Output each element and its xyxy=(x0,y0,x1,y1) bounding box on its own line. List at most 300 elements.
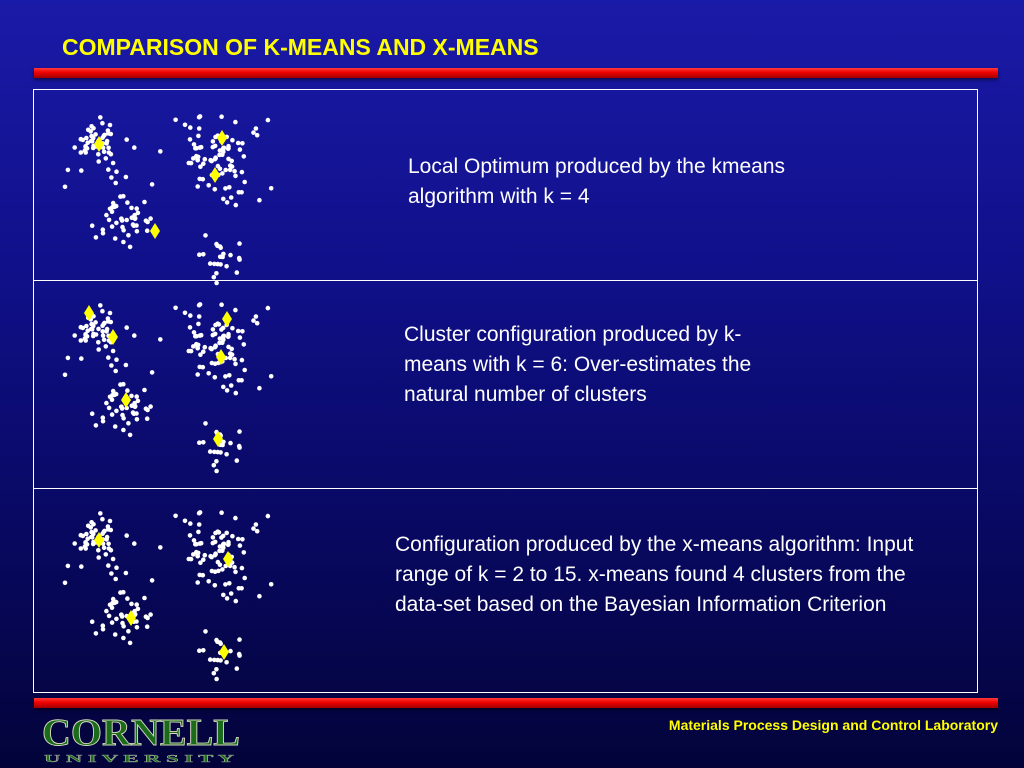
data-point xyxy=(237,190,242,195)
data-point xyxy=(90,619,95,624)
data-point xyxy=(213,344,218,349)
data-point xyxy=(198,145,203,150)
data-point xyxy=(144,614,149,619)
data-point xyxy=(88,525,93,530)
data-point xyxy=(251,526,256,531)
data-point xyxy=(211,535,216,540)
data-point xyxy=(109,571,114,576)
data-point xyxy=(213,375,218,380)
data-point xyxy=(232,357,237,362)
data-point xyxy=(225,596,230,601)
data-point xyxy=(158,149,163,154)
data-point xyxy=(110,620,115,625)
data-point xyxy=(236,141,241,146)
data-point xyxy=(145,416,150,421)
data-point xyxy=(197,365,202,370)
data-point xyxy=(254,314,259,319)
data-point xyxy=(128,641,133,646)
data-point xyxy=(98,303,103,308)
data-point xyxy=(240,170,245,175)
data-point xyxy=(124,175,129,180)
data-point xyxy=(218,658,223,663)
data-point xyxy=(215,529,220,534)
data-point xyxy=(150,182,155,187)
data-point xyxy=(216,560,221,565)
data-point xyxy=(114,357,119,362)
data-point xyxy=(221,593,226,598)
data-point xyxy=(100,121,105,126)
data-point xyxy=(233,570,238,575)
data-point xyxy=(233,362,238,367)
data-point xyxy=(214,677,219,682)
data-point xyxy=(228,441,233,446)
data-point xyxy=(113,181,118,186)
data-point xyxy=(198,114,203,119)
data-point xyxy=(106,167,111,172)
data-point xyxy=(237,586,242,591)
data-point xyxy=(94,423,99,428)
cornell-logo xyxy=(40,710,250,766)
data-point xyxy=(234,599,239,604)
data-point xyxy=(236,537,241,542)
data-point xyxy=(119,216,124,221)
data-point xyxy=(107,406,112,411)
data-point xyxy=(215,321,220,326)
data-point xyxy=(266,118,271,123)
data-point xyxy=(237,378,242,383)
data-point xyxy=(100,309,105,314)
data-point xyxy=(113,369,118,374)
data-point xyxy=(225,388,230,393)
data-point xyxy=(214,271,219,276)
data-point xyxy=(173,306,178,311)
data-point xyxy=(220,567,225,572)
data-point xyxy=(134,411,139,416)
data-point xyxy=(96,159,101,164)
logo-subtitle: U N I V E R S I T Y xyxy=(44,753,235,765)
data-point xyxy=(148,404,153,409)
data-point xyxy=(212,671,217,676)
data-point xyxy=(188,521,193,526)
centroid-marker xyxy=(150,223,160,239)
data-point xyxy=(150,370,155,375)
data-point xyxy=(96,555,101,560)
data-point xyxy=(183,311,188,316)
data-point xyxy=(120,413,125,418)
data-point xyxy=(203,421,208,426)
data-point xyxy=(192,538,197,543)
data-point xyxy=(114,169,119,174)
data-point xyxy=(101,231,106,236)
data-point xyxy=(213,552,218,557)
data-point xyxy=(144,406,149,411)
data-point xyxy=(242,576,247,581)
data-point xyxy=(213,332,218,337)
data-point xyxy=(230,534,235,539)
data-point xyxy=(104,552,109,557)
data-point xyxy=(229,195,234,200)
data-point xyxy=(209,347,214,352)
data-point xyxy=(214,638,219,643)
data-point xyxy=(124,571,129,576)
data-point xyxy=(183,519,188,524)
data-point xyxy=(214,281,219,286)
data-point xyxy=(108,311,113,316)
data-point xyxy=(193,542,198,547)
data-point xyxy=(203,629,208,634)
data-point xyxy=(145,228,150,233)
data-point xyxy=(208,657,213,662)
data-point xyxy=(89,530,94,535)
data-point xyxy=(214,667,219,672)
data-point xyxy=(135,417,140,422)
data-point xyxy=(195,184,200,189)
data-point xyxy=(227,581,232,586)
data-point xyxy=(107,546,112,551)
data-point xyxy=(113,577,118,582)
data-point xyxy=(240,358,245,363)
data-point xyxy=(187,349,192,354)
data-point xyxy=(238,147,243,152)
data-point xyxy=(220,171,225,176)
data-point xyxy=(195,580,200,585)
data-point xyxy=(124,325,129,330)
data-point xyxy=(104,141,109,146)
data-point xyxy=(242,368,247,373)
data-point xyxy=(79,533,84,538)
data-point xyxy=(235,458,240,463)
data-point xyxy=(148,612,153,617)
data-point xyxy=(257,198,262,203)
data-point xyxy=(121,240,126,245)
data-point xyxy=(91,334,96,339)
data-point xyxy=(106,319,111,324)
data-point xyxy=(242,342,247,347)
data-point xyxy=(142,200,147,205)
data-point xyxy=(223,168,228,173)
data-point xyxy=(233,174,238,179)
data-point xyxy=(269,582,274,587)
data-point xyxy=(101,627,106,632)
data-point xyxy=(237,241,242,246)
data-point xyxy=(124,533,129,538)
data-point xyxy=(132,145,137,150)
data-point xyxy=(221,543,226,548)
data-point xyxy=(237,257,242,262)
data-point xyxy=(144,218,149,223)
data-point xyxy=(198,560,203,565)
data-point xyxy=(145,624,150,629)
panel-description-k4: Local Optimum produced by the kmeans algorithm with k = 4 xyxy=(408,155,786,208)
data-point xyxy=(98,511,103,516)
data-point xyxy=(223,374,228,379)
data-point xyxy=(197,573,202,578)
data-point xyxy=(101,333,106,338)
data-point xyxy=(110,224,115,229)
data-point xyxy=(106,563,111,568)
data-point xyxy=(113,236,118,241)
data-point xyxy=(197,648,202,653)
data-point xyxy=(193,334,198,339)
data-point xyxy=(269,374,274,379)
data-point xyxy=(221,147,226,152)
data-point xyxy=(221,335,226,340)
data-point xyxy=(198,541,203,546)
data-point xyxy=(114,600,119,605)
data-point xyxy=(114,204,119,209)
data-point xyxy=(233,516,238,521)
data-point xyxy=(232,169,237,174)
data-point xyxy=(126,233,131,238)
data-point xyxy=(104,344,109,349)
slide-title: COMPARISON OF K-MEANS AND X-MEANS xyxy=(62,34,539,60)
data-point xyxy=(196,322,201,327)
logo-wordmark: CORNELL xyxy=(42,712,240,754)
data-point xyxy=(89,124,94,129)
data-point xyxy=(266,514,271,519)
data-point xyxy=(188,125,193,130)
data-point xyxy=(240,141,245,146)
data-point xyxy=(129,206,134,211)
data-point xyxy=(197,440,202,445)
data-point xyxy=(201,648,206,653)
data-point xyxy=(218,450,223,455)
data-point xyxy=(121,590,126,595)
data-point xyxy=(135,229,140,234)
data-point xyxy=(221,534,226,539)
data-point xyxy=(192,330,197,335)
data-point xyxy=(96,548,101,553)
data-point xyxy=(188,325,193,330)
data-point xyxy=(136,399,141,404)
data-point xyxy=(208,261,213,266)
data-point xyxy=(83,336,88,341)
data-point xyxy=(203,233,208,238)
data-point xyxy=(109,363,114,368)
data-point xyxy=(242,154,247,159)
data-point xyxy=(102,150,107,155)
data-point xyxy=(111,557,116,562)
data-point xyxy=(230,138,235,143)
data-point xyxy=(106,542,111,547)
centroid-marker xyxy=(222,311,232,327)
data-point xyxy=(226,147,231,152)
data-point xyxy=(213,144,218,149)
data-point xyxy=(201,440,206,445)
data-point xyxy=(102,546,107,551)
data-point xyxy=(121,428,126,433)
data-point xyxy=(132,541,137,546)
data-point xyxy=(109,175,114,180)
data-point xyxy=(257,386,262,391)
data-point xyxy=(113,424,118,429)
data-point xyxy=(192,142,197,147)
data-point xyxy=(203,553,208,558)
data-point xyxy=(173,118,178,123)
data-point xyxy=(229,591,234,596)
data-point xyxy=(104,329,109,334)
data-point xyxy=(188,137,193,142)
data-point xyxy=(197,177,202,182)
data-point xyxy=(197,522,202,527)
data-point xyxy=(130,403,135,408)
data-point xyxy=(125,388,130,393)
data-point xyxy=(217,549,222,554)
data-point xyxy=(104,537,109,542)
data-point xyxy=(102,338,107,343)
data-point xyxy=(104,156,109,161)
data-point xyxy=(128,245,133,250)
data-point xyxy=(96,327,101,332)
data-point xyxy=(242,180,247,185)
data-point xyxy=(224,452,229,457)
data-point xyxy=(130,215,135,220)
data-point xyxy=(197,314,202,319)
data-point xyxy=(173,514,178,519)
data-point xyxy=(213,156,218,161)
data-point xyxy=(254,522,259,527)
data-point xyxy=(120,621,125,626)
data-point xyxy=(114,565,119,570)
data-point xyxy=(119,612,124,617)
data-point xyxy=(195,346,200,351)
data-point xyxy=(114,409,119,414)
data-point xyxy=(266,306,271,311)
data-point xyxy=(198,333,203,338)
data-point xyxy=(114,221,119,226)
data-point xyxy=(237,429,242,434)
data-point xyxy=(224,660,229,665)
data-point xyxy=(188,313,193,318)
data-point xyxy=(63,185,68,190)
data-point xyxy=(187,557,192,562)
data-point xyxy=(206,371,211,376)
data-point xyxy=(90,223,95,228)
data-point xyxy=(198,302,203,307)
data-point xyxy=(223,582,228,587)
data-point xyxy=(183,123,188,128)
data-point xyxy=(196,134,201,139)
data-point xyxy=(91,542,96,547)
data-point xyxy=(228,649,233,654)
data-point xyxy=(66,168,71,173)
data-point xyxy=(108,123,113,128)
data-point xyxy=(237,653,242,658)
data-point xyxy=(83,544,88,549)
data-point xyxy=(221,326,226,331)
data-point xyxy=(107,218,112,223)
data-point xyxy=(229,383,234,388)
data-point xyxy=(79,356,84,361)
data-point xyxy=(223,186,228,191)
data-point xyxy=(235,270,240,275)
data-point xyxy=(91,146,96,151)
data-point xyxy=(187,161,192,166)
data-point xyxy=(79,168,84,173)
centroid-marker xyxy=(219,644,229,660)
data-point xyxy=(234,203,239,208)
data-point xyxy=(219,302,224,307)
data-point xyxy=(125,200,130,205)
data-point xyxy=(217,341,222,346)
data-point xyxy=(197,126,202,131)
data-point xyxy=(227,373,232,378)
data-point xyxy=(134,394,139,399)
data-point xyxy=(83,148,88,153)
data-point xyxy=(96,347,101,352)
data-point xyxy=(214,459,219,464)
data-point xyxy=(229,159,234,164)
data-point xyxy=(85,536,90,541)
data-point xyxy=(209,555,214,560)
data-point xyxy=(88,129,93,134)
data-point xyxy=(100,323,105,328)
scatter-plot-k6 xyxy=(34,286,354,486)
data-point xyxy=(228,351,233,356)
data-point xyxy=(89,134,94,139)
data-point xyxy=(236,329,241,334)
data-point xyxy=(230,326,235,331)
data-point xyxy=(126,629,131,634)
data-point xyxy=(119,404,124,409)
data-point xyxy=(111,161,116,166)
data-point xyxy=(66,356,71,361)
data-point xyxy=(100,517,105,522)
data-point xyxy=(257,594,262,599)
data-point xyxy=(72,145,77,150)
data-point xyxy=(213,187,218,192)
data-point xyxy=(233,120,238,125)
data-point xyxy=(237,637,242,642)
data-point xyxy=(227,185,232,190)
scatter-plot-xmeans xyxy=(34,494,354,694)
data-point xyxy=(89,520,94,525)
data-point xyxy=(150,578,155,583)
data-point xyxy=(98,115,103,120)
data-point xyxy=(72,541,77,546)
data-point xyxy=(148,216,153,221)
data-point xyxy=(216,164,221,169)
data-point xyxy=(121,636,126,641)
data-point xyxy=(235,666,240,671)
data-point xyxy=(108,519,113,524)
data-point xyxy=(221,252,226,257)
data-point xyxy=(254,126,259,131)
data-point xyxy=(124,218,129,223)
data-point xyxy=(158,337,163,342)
data-point xyxy=(85,328,90,333)
data-point xyxy=(135,625,140,630)
data-point xyxy=(203,345,208,350)
data-point xyxy=(233,308,238,313)
data-point xyxy=(242,550,247,555)
data-point xyxy=(228,253,233,258)
data-point xyxy=(219,510,224,515)
data-point xyxy=(134,602,139,607)
data-point xyxy=(101,419,106,424)
data-point xyxy=(106,146,111,151)
data-point xyxy=(210,361,215,366)
data-point xyxy=(96,340,101,345)
comparison-frame xyxy=(33,89,978,693)
panel-description-xmeans: Configuration produced by the x-means algorithm: Input range of k = 2 to 15. x-means found 4 clusters from the data-set based on the Bayesian Information Criterion xyxy=(395,533,914,616)
data-point xyxy=(210,569,215,574)
data-point xyxy=(128,433,133,438)
data-point xyxy=(79,150,84,155)
data-point xyxy=(111,349,116,354)
data-point xyxy=(124,363,129,368)
data-point xyxy=(212,463,217,468)
